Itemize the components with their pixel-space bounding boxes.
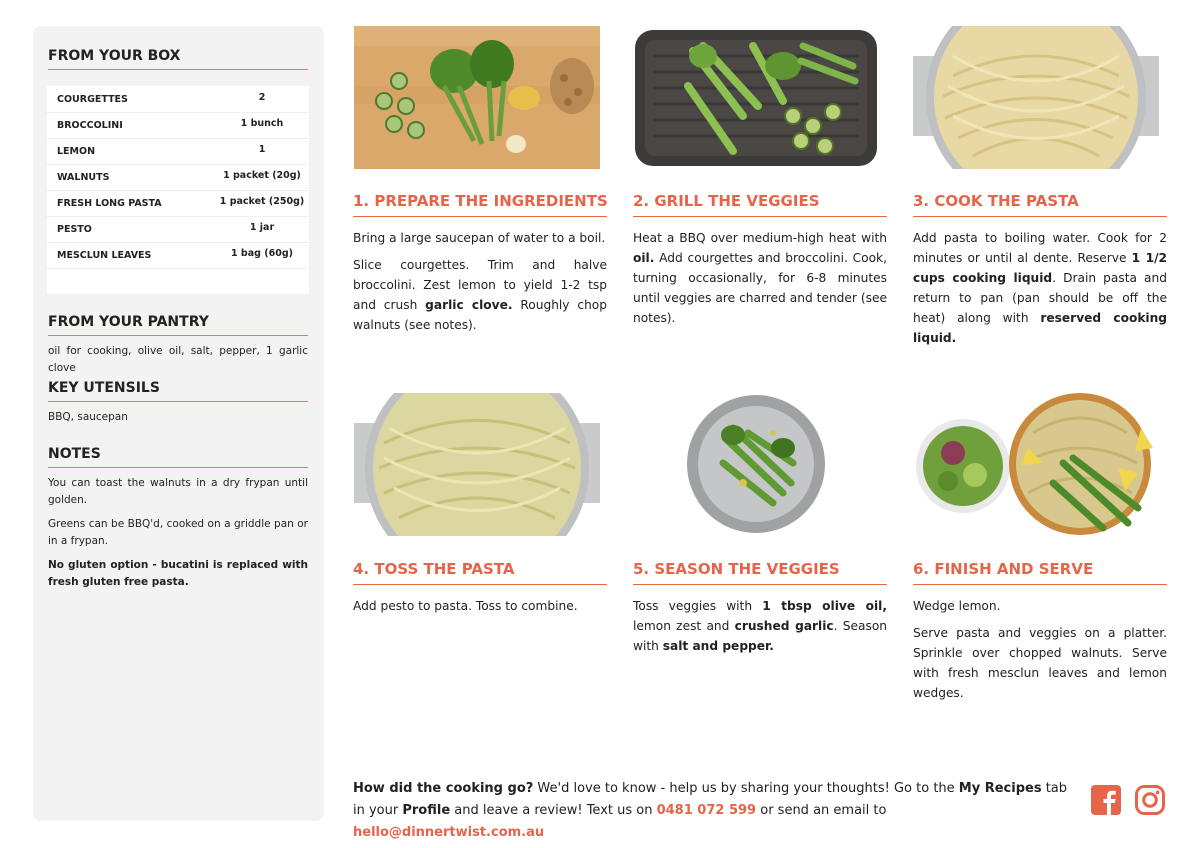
note: You can toast the walnuts in a dry frypan until golden. xyxy=(48,477,308,506)
ingredient-qty: 2 xyxy=(258,92,266,103)
step-3-body xyxy=(913,228,1167,355)
notes-title: NOTES xyxy=(48,446,308,468)
step-2-body xyxy=(633,228,887,335)
ingredient-name: MESCLUN LEAVES xyxy=(57,250,152,261)
step-paragraph: Wedge lemon. xyxy=(913,599,1001,613)
note: Greens can be BBQ'd, cooked on a griddle pan or in a frypan. xyxy=(48,518,308,547)
feedback-footer: How did the cooking go? We'd love to know - help us by sharing your thoughts! Go to the My Recipes tab in your Profile and leave a review! Text us on 0481 072 599 or send an email to hello@dinnertwist.com.au xyxy=(353,781,1068,840)
ingredients-sidebar xyxy=(33,26,324,821)
step-6-photo xyxy=(913,393,1159,536)
ingredient-row xyxy=(47,164,309,191)
contact-link[interactable]: hello@dinnertwist.com.au xyxy=(353,825,545,840)
contact-link[interactable]: 0481 072 599 xyxy=(656,803,757,818)
ingredient-row xyxy=(47,86,309,113)
step-paragraph: Add pesto to pasta. Toss to combine. xyxy=(353,599,578,613)
step-5-title: 5. SEASON THE VEGGIES xyxy=(633,560,887,585)
ingredient-row xyxy=(47,216,309,243)
step-2-title: 2. GRILL THE VEGGIES xyxy=(633,192,887,217)
step-3-photo xyxy=(913,26,1159,169)
step-4-title: 4. TOSS THE PASTA xyxy=(353,560,607,585)
ingredient-qty: 1 bunch xyxy=(240,118,284,129)
step-1-photo xyxy=(354,26,600,169)
box-ingredients-table xyxy=(47,86,309,294)
step-1-title: 1. PREPARE THE INGREDIENTS xyxy=(353,192,607,217)
ingredient-qty: 1 xyxy=(258,144,266,155)
step-paragraph: Add pasta to boiling water. Cook for 2 minutes or until al dente. Reserve 1 1/2 cups cooking liquid. Drain pasta and return to pan (pan should be off the heat) along with reserved cooking liquid. xyxy=(913,231,1167,345)
utensils-text: BBQ, saucepan xyxy=(48,411,128,423)
pantry-title: FROM YOUR PANTRY xyxy=(48,314,308,336)
ingredient-name: FRESH LONG PASTA xyxy=(57,198,162,209)
ingredient-name: BROCCOLINI xyxy=(57,120,123,131)
ingredient-name: COURGETTES xyxy=(57,94,128,105)
step-paragraph: Toss veggies with 1 tbsp olive oil, lemon zest and crushed garlic. Season with salt and pepper. xyxy=(633,599,887,653)
facebook-icon[interactable] xyxy=(1090,784,1122,816)
step-3-title: 3. COOK THE PASTA xyxy=(913,192,1167,217)
ingredient-name: PESTO xyxy=(57,224,92,235)
ingredient-row xyxy=(47,138,309,165)
ingredient-row xyxy=(47,190,309,217)
ingredient-qty: 1 packet (20g) xyxy=(223,170,301,181)
step-4-photo xyxy=(354,393,600,536)
step-2-photo xyxy=(633,26,879,169)
pantry-text: oil for cooking, olive oil, salt, pepper, 1 garlic clove xyxy=(48,345,308,374)
instagram-icon[interactable] xyxy=(1134,784,1166,816)
step-paragraph: Bring a large saucepan of water to a boil. xyxy=(353,231,606,245)
step-paragraph: Heat a BBQ over medium-high heat with oil. Add courgettes and broccolini. Cook, turning occasionally, for 6-8 minutes until veggies are charred and tender (see notes). xyxy=(633,231,887,325)
ingredient-qty: 1 packet (250g) xyxy=(219,196,305,207)
ingredient-name: LEMON xyxy=(57,146,96,157)
step-6-body xyxy=(913,596,1167,710)
utensils-title: KEY UTENSILS xyxy=(48,380,308,402)
ingredient-qty: 1 jar xyxy=(249,222,275,233)
step-5-photo xyxy=(633,393,879,536)
ingredient-row xyxy=(47,242,309,269)
step-paragraph: Serve pasta and veggies on a platter. Sprinkle over chopped walnuts. Serve with fresh mesclun leaves and lemon wedges. xyxy=(913,626,1167,700)
note: No gluten option - bucatini is replaced with fresh gluten free pasta. xyxy=(48,559,308,588)
ingredient-qty: 1 bag (60g) xyxy=(231,248,293,259)
ingredient-name: WALNUTS xyxy=(57,172,110,183)
box-title: FROM YOUR BOX xyxy=(48,48,308,70)
step-1-body xyxy=(353,228,607,342)
notes-list xyxy=(48,475,308,598)
step-4-body xyxy=(353,596,607,623)
step-6-title: 6. FINISH AND SERVE xyxy=(913,560,1167,585)
step-5-body xyxy=(633,596,887,663)
ingredient-row xyxy=(47,112,309,139)
step-paragraph: Slice courgettes. Trim and halve broccolini. Zest lemon to yield 1-2 tsp and crush garlic clove. Roughly chop walnuts (see notes). xyxy=(353,258,607,332)
